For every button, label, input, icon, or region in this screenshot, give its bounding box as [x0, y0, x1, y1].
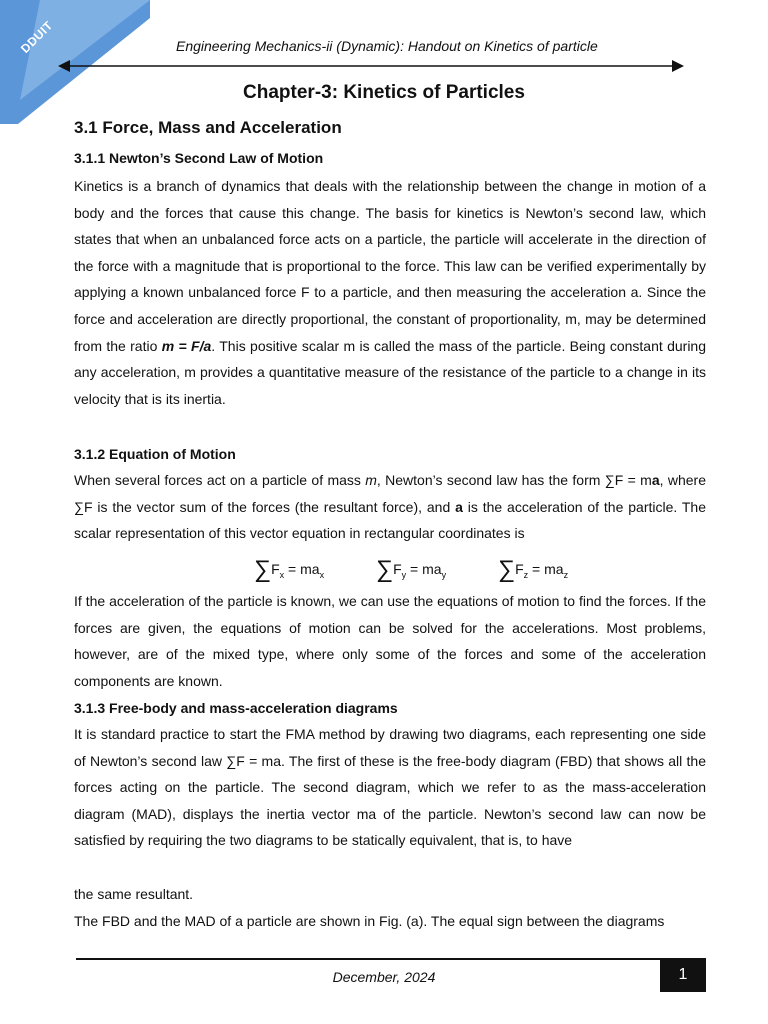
sigma-symbol: ∑	[498, 556, 516, 583]
eq-rhs-sub: y	[441, 570, 447, 580]
page-number: 1	[660, 958, 706, 992]
equation-y	[376, 556, 446, 584]
eq-rhs: = ma	[406, 561, 442, 577]
sigma-symbol: ∑	[254, 556, 272, 583]
paragraph-newtons-law	[74, 173, 706, 412]
equation-x	[254, 556, 324, 584]
footer-rule	[76, 958, 706, 960]
paragraph-text: Kinetics is a branch of dynamics that deals with the relationship between the change in motion of a body and the forces that cause this change. The basis for kinetics is Newton’s second law, which states that when an unbalanced force acts on a particle, the particle will accelerate in the direction of the force with a magnitude that is proportional to the force. This law can be verified experimentally by applying a known unbalanced force F to a particle, and then measuring the acceleration a. Since the force and acceleration are directly proportional, the constant of proportionality, m, may be determined from the ratio	[74, 178, 706, 354]
equation-z	[498, 556, 568, 584]
sigma-symbol: ∑	[376, 556, 394, 583]
eq-rhs: = ma	[284, 561, 320, 577]
eq-lhs-sub: y	[401, 570, 407, 580]
header-title: Engineering Mechanics-ii (Dynamic): Handout on Kinetics of particle	[176, 38, 598, 54]
paragraph-text: , where ∑F is the vector sum of the forces (the resultant force), and	[74, 472, 706, 515]
paragraph-text: is the acceleration of the particle. The scalar representation of this vector equation in rectangular coordinates is	[74, 498, 706, 542]
corner-label: DDUIT	[18, 18, 56, 56]
acceleration-symbol: a	[455, 498, 463, 515]
eq-lhs: F	[271, 561, 280, 577]
section-heading-3-1: 3.1 Force, Mass and Acceleration	[74, 118, 342, 137]
paragraph-text: . This positive scalar m is called the mass of the particle. Being constant during any acceleration, m provides a quantitative measure of the resistance of the particle to a change in its velocity that is its inertia.	[74, 337, 706, 407]
mass-symbol: m	[365, 472, 377, 488]
eq-lhs-sub: x	[279, 570, 285, 580]
eq-rhs-sub: z	[563, 570, 569, 580]
paragraph-fbd-mad: The FBD and the MAD of a particle are shown in Fig. (a). The equal sign between the diagrams	[74, 913, 665, 929]
section-heading-3-1-2: 3.1.2 Equation of Motion	[74, 446, 236, 462]
eq-lhs-sub: z	[523, 570, 529, 580]
paragraph-mixed-problems: If the acceleration of the particle is known, we can use the equations of motion to find the forces. If the forces are given, the equations of motion can be solved for the accelerations. Most problems, however, are of the mixed type, where only some of the forces and some of the acceleration components are known.	[74, 593, 706, 689]
paragraph-fma-method: It is standard practice to start the FMA method by drawing two diagrams, each representing one side of Newton’s second law ∑F = ma. The first of these is the free-body diagram (FBD) that shows all the forces acting on the particle. The second diagram, which we refer to as the mass-acceleration diagram (MAD), displays the inertia vector ma of the particle. Newton’s second law can now be satisfied by requiring the two diagrams to be statically equivalent, that is, to have	[74, 726, 706, 849]
section-heading-3-1-1: 3.1.1 Newton’s Second Law of Motion	[74, 150, 324, 166]
eq-rhs: = ma	[528, 561, 564, 577]
ratio-formula: m = F/a	[161, 337, 212, 354]
footer-date: December, 2024	[332, 969, 436, 985]
equations-row	[0, 556, 768, 586]
chapter-title: Chapter-3: Kinetics of Particles	[243, 82, 525, 103]
paragraph-equation-of-motion	[74, 467, 706, 547]
eq-lhs: F	[515, 561, 524, 577]
section-heading-3-1-3: 3.1.3 Free-body and mass-acceleration diagrams	[74, 700, 398, 716]
header-double-arrow	[58, 59, 684, 73]
acceleration-symbol: a	[651, 472, 660, 488]
paragraph-text: , Newton’s second law has the form ∑F = m	[376, 472, 652, 488]
paragraph-text: When several forces act on a particle of mass	[74, 472, 366, 488]
paragraph-same-resultant: the same resultant.	[74, 886, 194, 902]
eq-rhs-sub: x	[319, 570, 325, 580]
eq-lhs: F	[393, 561, 402, 577]
